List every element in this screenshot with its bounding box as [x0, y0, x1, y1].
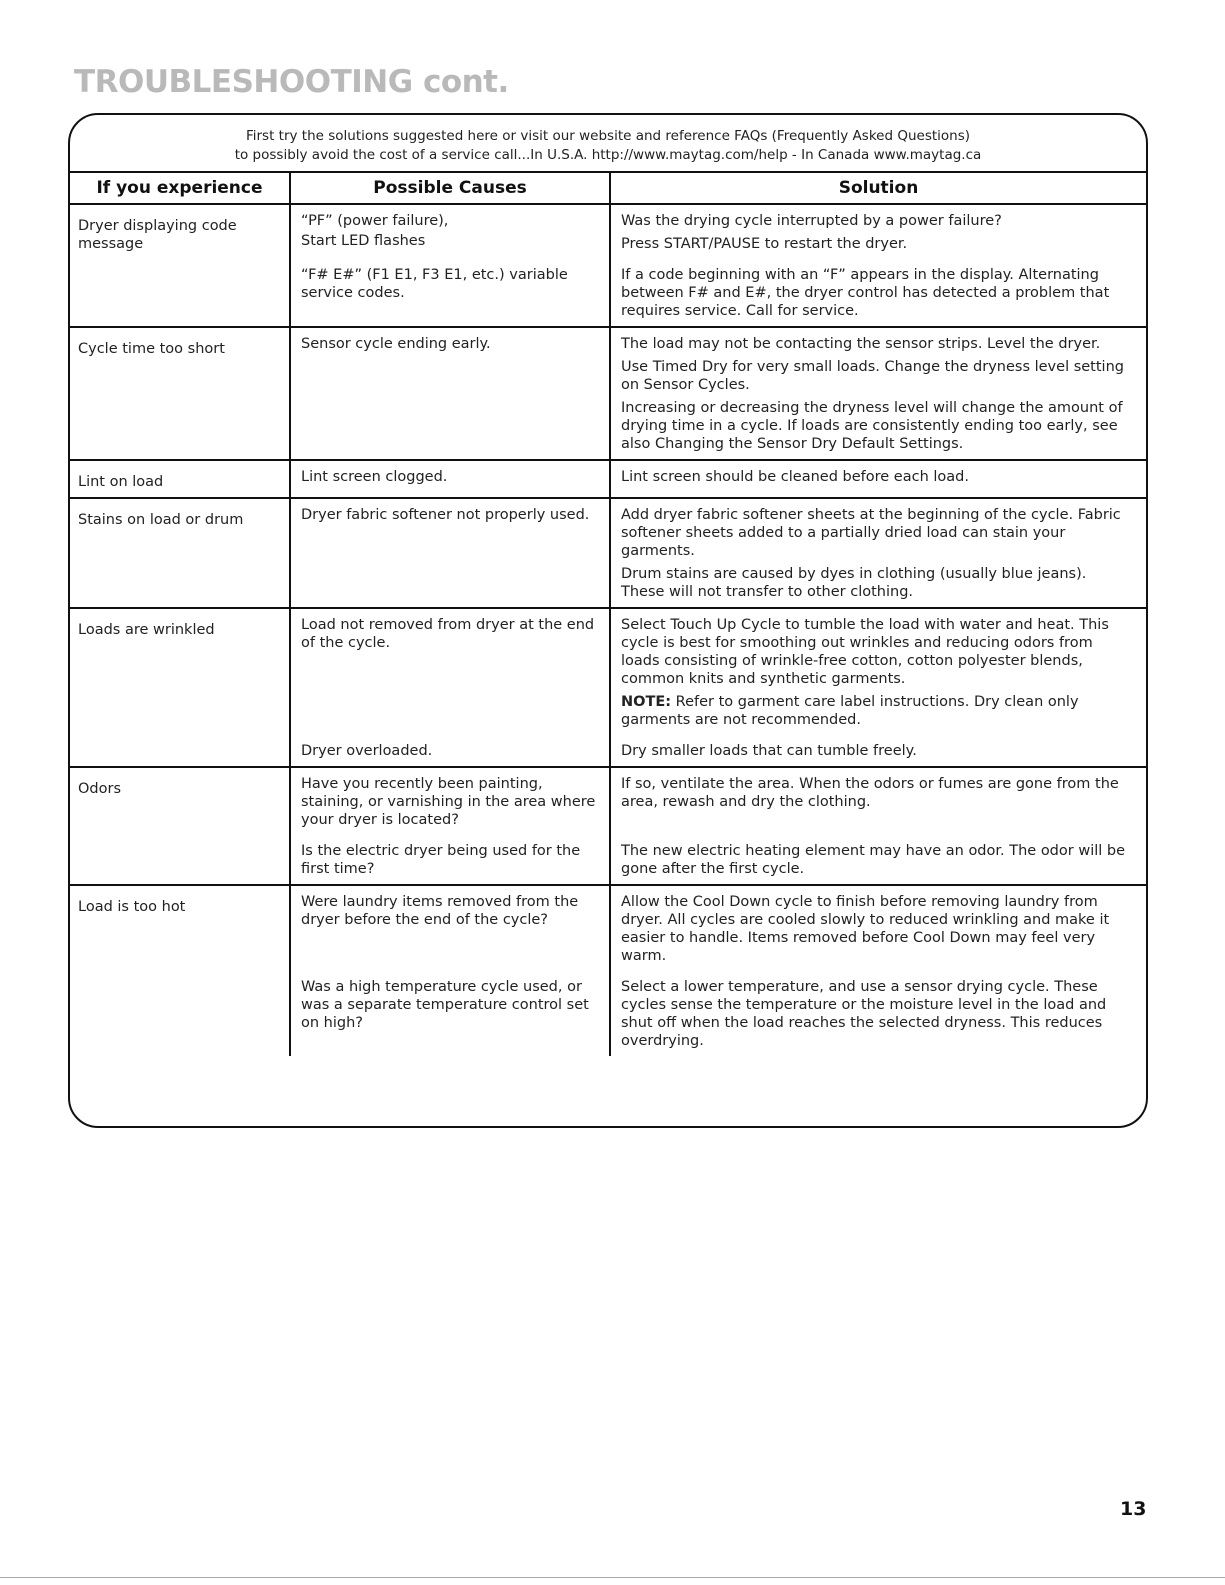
solution-cell: [610, 608, 1146, 735]
cause-text: Was a high temperature cycle used, or was a separate temperature control set on high?: [301, 979, 589, 1031]
cause-text: Load not removed from dryer at the end of the cycle.: [301, 617, 595, 651]
experience-cell: Loads are wrinkled: [70, 608, 290, 767]
cause-cell: [290, 259, 610, 327]
solution-cell: [610, 498, 1146, 608]
solution-cell: [610, 885, 1146, 971]
cause-text: Lint screen clogged.: [301, 469, 448, 485]
solution-text: Was the drying cycle interrupted by a power failure?: [621, 213, 1002, 229]
page-title: TROUBLESHOOTING cont.: [74, 64, 509, 100]
troubleshooting-frame: [68, 113, 1148, 1128]
experience-cell: Load is too hot: [78, 899, 186, 915]
solution-cell: [610, 835, 1146, 885]
table-row: [70, 460, 1146, 498]
cause-text: Dryer overloaded.: [301, 743, 433, 759]
solution-cell: [610, 735, 1146, 767]
experience-cell: Odors: [70, 767, 290, 885]
cause-cell: [290, 767, 610, 835]
cause-text: Start LED flashes: [301, 233, 426, 249]
solution-text: Allow the Cool Down cycle to finish before removing laundry from dryer. All cycles are cooled slowly to reduced wrinkling and make it easier to handle. Items removed before Cool Down may feel very warm.: [621, 894, 1110, 964]
solution-text: Lint screen should be cleaned before each load.: [621, 469, 969, 485]
cause-text: Were laundry items removed from the dryer before the end of the cycle?: [301, 894, 579, 928]
table-row: [70, 327, 1146, 460]
cause-cell: [290, 327, 610, 460]
table-row: [70, 498, 1146, 608]
cause-cell: [290, 885, 610, 971]
table-body: [70, 204, 1146, 1056]
cause-cell: [290, 204, 610, 259]
intro-line-2: to possibly avoid the cost of a service call...In U.S.A. http://www.maytag.com/help - In Canada www.maytag.ca: [234, 147, 982, 163]
solution-cell: [610, 259, 1146, 327]
solution-text: Use Timed Dry for very small loads. Change the dryness level setting on Sensor Cycles.: [621, 359, 1124, 393]
table-row: [70, 767, 1146, 835]
experience-cell: Dryer displaying code message: [70, 204, 290, 327]
table-row: [70, 885, 1146, 971]
experience-cell: Stains on load or drum: [70, 498, 290, 608]
solution-text: Select a lower temperature, and use a sensor drying cycle. These cycles sense the temperature or the moisture level in the load and shut off when the load reaches the selected dryness. This reduces overdrying.: [621, 979, 1107, 1049]
solution-cell: [610, 767, 1146, 835]
bottom-rule: [0, 1577, 1225, 1578]
table-header-row: [70, 173, 1146, 204]
cause-cell: [290, 735, 610, 767]
solution-text: Add dryer fabric softener sheets at the beginning of the cycle. Fabric softener sheets added to a partially dried load can stain your garments.: [621, 507, 1121, 559]
cause-cell: [290, 608, 610, 735]
table-row: [70, 608, 1146, 735]
intro-line-1: First try the solutions suggested here or visit our website and reference FAQs (Frequently Asked Questions): [245, 128, 971, 144]
cause-cell: [290, 498, 610, 608]
solution-cell: [610, 327, 1146, 460]
cause-text: Dryer fabric softener not properly used.: [301, 507, 590, 523]
solution-text: The load may not be contacting the sensor strips. Level the dryer.: [621, 336, 1101, 352]
intro-text: [70, 115, 1146, 173]
note-label: NOTE:: [621, 694, 672, 710]
page-number: 13: [1120, 1498, 1147, 1520]
cause-text: “F# E#” (F1 E1, F3 E1, etc.) variable service codes.: [301, 267, 568, 301]
cause-cell: [290, 835, 610, 885]
header-solution: Solution: [610, 173, 1146, 204]
cause-text: Is the electric dryer being used for the first time?: [301, 843, 581, 877]
cause-cell: [290, 971, 610, 1056]
note-body: Refer to garment care label instructions. Dry clean only garments are not recommended.: [621, 694, 1079, 728]
solution-text: If so, ventilate the area. When the odors or fumes are gone from the area, rewash and dry the clothing.: [621, 776, 1119, 810]
cause-text: Sensor cycle ending early.: [301, 336, 491, 352]
solution-cell: [610, 460, 1146, 498]
solution-cell: [610, 204, 1146, 259]
solution-text: Increasing or decreasing the dryness level will change the amount of drying time in a cycle. If loads are consistently ending too early, see also Changing the Sensor Dry Default Settings.: [621, 400, 1123, 452]
troubleshooting-table: [70, 173, 1146, 1056]
solution-text: Press START/PAUSE to restart the dryer.: [621, 236, 908, 252]
experience-cell: Cycle time too short: [70, 327, 290, 460]
solution-text: Select Touch Up Cycle to tumble the load with water and heat. This cycle is best for smoothing out wrinkles and reducing odors from loads consisting of wrinkle-free cotton, cotton polyester blends, common knits and synthetic garments.: [621, 617, 1109, 687]
table-row: [70, 204, 1146, 259]
solution-text: Dry smaller loads that can tumble freely.: [621, 743, 917, 759]
solution-text: Drum stains are caused by dyes in clothing (usually blue jeans). These will not transfer to other clothing.: [621, 566, 1087, 600]
header-causes: Possible Causes: [290, 173, 610, 204]
header-experience: If you experience: [70, 173, 290, 204]
cause-cell: [290, 460, 610, 498]
cause-text: Have you recently been painting, staining, or varnishing in the area where your dryer is located?: [301, 776, 596, 828]
note-text: [621, 693, 1134, 729]
solution-cell: [610, 971, 1146, 1056]
cause-text: “PF” (power failure),: [301, 213, 449, 229]
experience-cell: Lint on load: [70, 460, 290, 498]
solution-text: The new electric heating element may have an odor. The odor will be gone after the first cycle.: [621, 843, 1126, 877]
solution-text: If a code beginning with an “F” appears in the display. Alternating between F# and E#, the dryer control has detected a problem that requires service. Call for service.: [621, 267, 1110, 319]
